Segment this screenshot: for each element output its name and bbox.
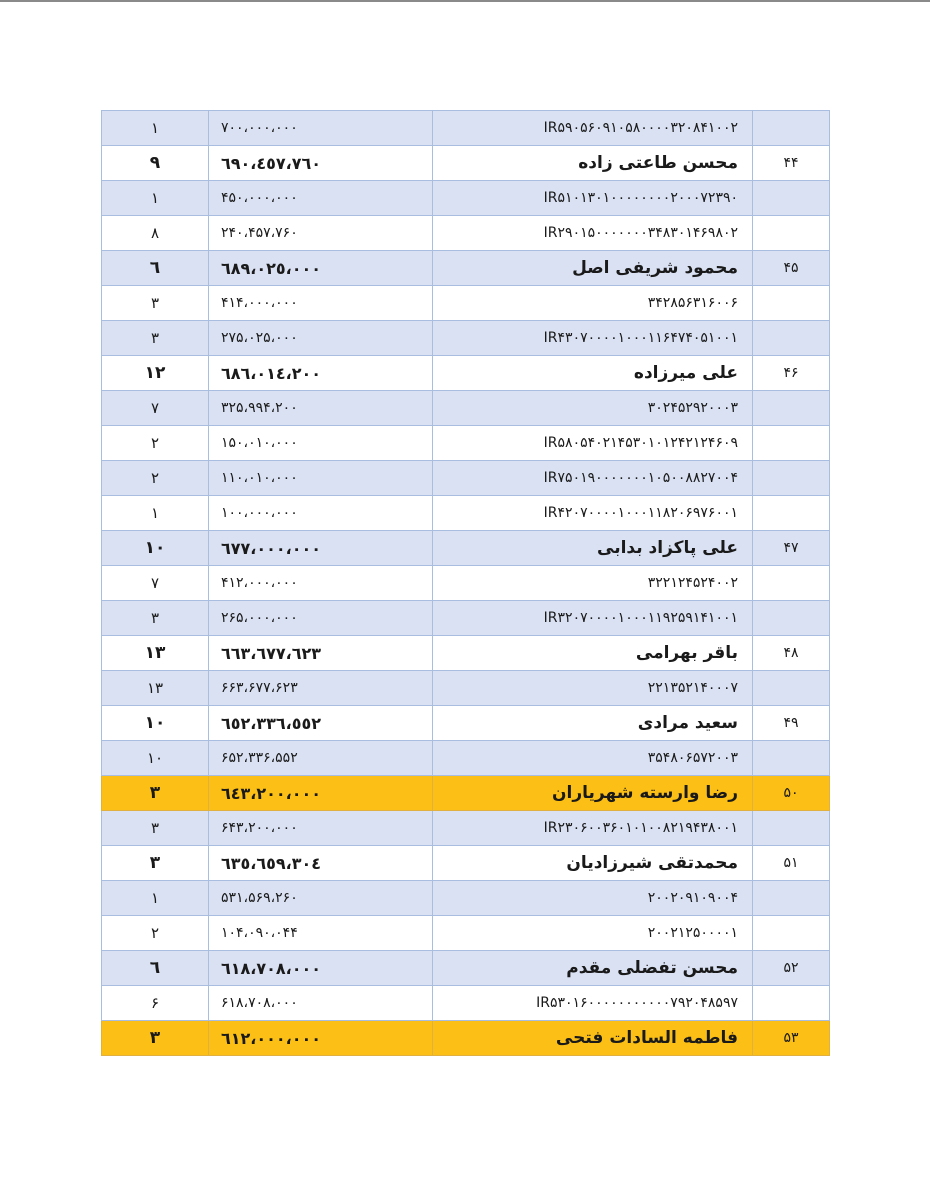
amount-cell: ٦٦٣،٦٧٧،٦٢٣ (209, 636, 433, 671)
account-row (102, 216, 830, 251)
rank-cell: ۵۳ (753, 1021, 830, 1056)
person-row (102, 531, 830, 566)
amount-cell: ۷۰۰،۰۰۰،۰۰۰ (209, 111, 433, 146)
description-cell: IR۵۱۰۱۳۰۱۰۰۰۰۰۰۰۰۲۰۰۰۷۲۳۹۰ (433, 181, 753, 216)
rank-cell (753, 881, 830, 916)
account-row (102, 741, 830, 776)
count-cell: ٣ (102, 846, 209, 881)
rank-cell (753, 741, 830, 776)
amount-cell: ٦٨٦،٠١٤،٢٠٠ (209, 356, 433, 391)
account-row (102, 566, 830, 601)
amount-cell: ۲۶۵،۰۰۰،۰۰۰ (209, 601, 433, 636)
amount-cell: ۴۵۰،۰۰۰،۰۰۰ (209, 181, 433, 216)
count-cell: ۲ (102, 916, 209, 951)
highlighted-person-row (102, 1021, 830, 1056)
rank-cell: ۴۴ (753, 146, 830, 181)
count-cell: ۸ (102, 216, 209, 251)
rank-cell (753, 986, 830, 1021)
description-cell: ۲۰۰۲۱۲۵۰۰۰۰۱ (433, 916, 753, 951)
amount-cell: ۱۵۰،۰۱۰،۰۰۰ (209, 426, 433, 461)
description-cell: ۳۴۲۸۵۶۳۱۶۰۰۶ (433, 286, 753, 321)
amount-cell: ۳۲۵،۹۹۴،۲۰۰ (209, 391, 433, 426)
account-row (102, 811, 830, 846)
count-cell: ۳ (102, 811, 209, 846)
person-row (102, 846, 830, 881)
description-cell: علی پاکزاد بدابی (433, 531, 753, 566)
count-cell: ۱ (102, 881, 209, 916)
rank-cell: ۵۰ (753, 776, 830, 811)
description-cell: IR۳۲۰۷۰۰۰۰۱۰۰۰۱۱۹۲۵۹۱۴۱۰۰۱ (433, 601, 753, 636)
account-row (102, 181, 830, 216)
amount-cell: ۶۶۳،۶۷۷،۶۲۳ (209, 671, 433, 706)
count-cell: ۹ (102, 146, 209, 181)
count-cell: ١٠ (102, 706, 209, 741)
description-cell: ۲۲۱۳۵۲۱۴۰۰۰۷ (433, 671, 753, 706)
count-cell: ۱۳ (102, 671, 209, 706)
description-cell: علی میرزاده (433, 356, 753, 391)
description-cell: ۳۵۴۸۰۶۵۷۲۰۰۳ (433, 741, 753, 776)
description-cell: محمود شریفی اصل (433, 251, 753, 286)
description-cell: IR۷۵۰۱۹۰۰۰۰۰۰۰۱۰۵۰۰۸۸۲۷۰۰۴ (433, 461, 753, 496)
rank-cell: ۴۵ (753, 251, 830, 286)
count-cell: ۱۰ (102, 741, 209, 776)
account-row (102, 986, 830, 1021)
amount-cell: ٦٨٩،٠٢٥،٠٠٠ (209, 251, 433, 286)
amount-cell: ۴۱۴،۰۰۰،۰۰۰ (209, 286, 433, 321)
rank-cell: ۴۸ (753, 636, 830, 671)
description-cell: IR۵۸۰۵۴۰۲۱۴۵۳۰۱۰۱۲۴۲۱۲۴۶۰۹ (433, 426, 753, 461)
description-cell: محمدتقی شیرزادیان (433, 846, 753, 881)
person-row (102, 146, 830, 181)
description-cell: ۲۰۰۲۰۹۱۰۹۰۰۴ (433, 881, 753, 916)
rank-cell (753, 216, 830, 251)
rank-cell (753, 181, 830, 216)
description-cell: IR۴۲۰۷۰۰۰۰۱۰۰۰۱۱۸۲۰۶۹۷۶۰۰۱ (433, 496, 753, 531)
person-row (102, 951, 830, 986)
account-row (102, 601, 830, 636)
amount-cell: ٦٥٢،٣٣٦،٥٥٢ (209, 706, 433, 741)
amount-cell: ٦١٨،٧٠٨،٠٠٠ (209, 951, 433, 986)
rank-cell (753, 601, 830, 636)
amount-cell: ۱۱۰،۰۱۰،۰۰۰ (209, 461, 433, 496)
amount-cell: ۴۱۲،۰۰۰،۰۰۰ (209, 566, 433, 601)
count-cell: ١٣ (102, 636, 209, 671)
count-cell: ۲ (102, 426, 209, 461)
count-cell: ٦ (102, 951, 209, 986)
person-row (102, 251, 830, 286)
account-row (102, 496, 830, 531)
rank-cell (753, 916, 830, 951)
top-rule (0, 0, 930, 2)
description-cell: سعید مرادی (433, 706, 753, 741)
count-cell: ۱ (102, 111, 209, 146)
rank-cell (753, 566, 830, 601)
amount-cell: ٦٩٠،٤٥٧،٧٦٠ (209, 146, 433, 181)
amount-cell: ٦٣٥،٦٥٩،٣٠٤ (209, 846, 433, 881)
account-row (102, 916, 830, 951)
description-cell: IR۴۳۰۷۰۰۰۰۱۰۰۰۱۱۶۴۷۴۰۵۱۰۰۱ (433, 321, 753, 356)
rank-cell (753, 496, 830, 531)
ranking-table (101, 110, 830, 1056)
count-cell: ١٠ (102, 531, 209, 566)
account-row (102, 881, 830, 916)
amount-cell: ٦٧٧،٠٠٠،٠٠٠ (209, 531, 433, 566)
highlighted-person-row (102, 776, 830, 811)
count-cell: ١٢ (102, 356, 209, 391)
rank-cell (753, 811, 830, 846)
rank-cell (753, 111, 830, 146)
count-cell: ۷ (102, 391, 209, 426)
description-cell: ۳۰۲۴۵۲۹۲۰۰۰۳ (433, 391, 753, 426)
rank-cell (753, 321, 830, 356)
count-cell: ۳ (102, 321, 209, 356)
account-row (102, 391, 830, 426)
count-cell: ۲ (102, 461, 209, 496)
count-cell: ٦ (102, 251, 209, 286)
account-row (102, 111, 830, 146)
rank-cell (753, 391, 830, 426)
rank-cell: ۴۶ (753, 356, 830, 391)
account-row (102, 426, 830, 461)
rank-cell: ۴۷ (753, 531, 830, 566)
count-cell: ۶ (102, 986, 209, 1021)
description-cell: باقر بهرامی (433, 636, 753, 671)
description-cell: IR۵۳۰۱۶۰۰۰۰۰۰۰۰۰۰۰۷۹۲۰۴۸۵۹۷ (433, 986, 753, 1021)
rank-cell: ۵۱ (753, 846, 830, 881)
amount-cell: ۵۳۱،۵۶۹،۲۶۰ (209, 881, 433, 916)
description-cell: محسن تفضلی مقدم (433, 951, 753, 986)
account-row (102, 671, 830, 706)
description-cell: رضا وارسته شهریاران (433, 776, 753, 811)
count-cell: ۳ (102, 286, 209, 321)
account-row (102, 461, 830, 496)
amount-cell: ۶۱۸،۷۰۸،۰۰۰ (209, 986, 433, 1021)
count-cell: ٣ (102, 1021, 209, 1056)
description-cell: ۳۲۲۱۲۴۵۲۴۰۰۲ (433, 566, 753, 601)
count-cell: ٣ (102, 776, 209, 811)
rank-cell (753, 461, 830, 496)
count-cell: ۱ (102, 496, 209, 531)
amount-cell: ۲۴۰،۴۵۷،۷۶۰ (209, 216, 433, 251)
rank-cell (753, 426, 830, 461)
description-cell: IR۵۹۰۵۶۰۹۱۰۵۸۰۰۰۰۳۲۰۸۴۱۰۰۲ (433, 111, 753, 146)
amount-cell: ۱۰۴،۰۹۰،۰۴۴ (209, 916, 433, 951)
person-row (102, 636, 830, 671)
description-cell: محسن طاعتی زاده (433, 146, 753, 181)
amount-cell: ۱۰۰،۰۰۰،۰۰۰ (209, 496, 433, 531)
description-cell: IR۲۹۰۱۵۰۰۰۰۰۰۰۳۴۸۳۰۱۴۶۹۸۰۲ (433, 216, 753, 251)
rank-cell (753, 286, 830, 321)
person-row (102, 706, 830, 741)
account-row (102, 321, 830, 356)
description-cell: فاطمه السادات فتحی (433, 1021, 753, 1056)
amount-cell: ٦١٢،٠٠٠،٠٠٠ (209, 1021, 433, 1056)
rank-cell: ۵۲ (753, 951, 830, 986)
rank-cell: ۴۹ (753, 706, 830, 741)
description-cell: IR۲۳۰۶۰۰۳۶۰۱۰۱۰۰۸۲۱۹۴۳۸۰۰۱ (433, 811, 753, 846)
count-cell: ۳ (102, 601, 209, 636)
count-cell: ۱ (102, 181, 209, 216)
count-cell: ۷ (102, 566, 209, 601)
rank-cell (753, 671, 830, 706)
person-row (102, 356, 830, 391)
amount-cell: ۶۴۳،۲۰۰،۰۰۰ (209, 811, 433, 846)
account-row (102, 286, 830, 321)
amount-cell: ۲۷۵،۰۲۵،۰۰۰ (209, 321, 433, 356)
amount-cell: ۶۵۲،۳۳۶،۵۵۲ (209, 741, 433, 776)
amount-cell: ٦٤٣،٢٠٠،٠٠٠ (209, 776, 433, 811)
table-body (102, 111, 830, 1056)
